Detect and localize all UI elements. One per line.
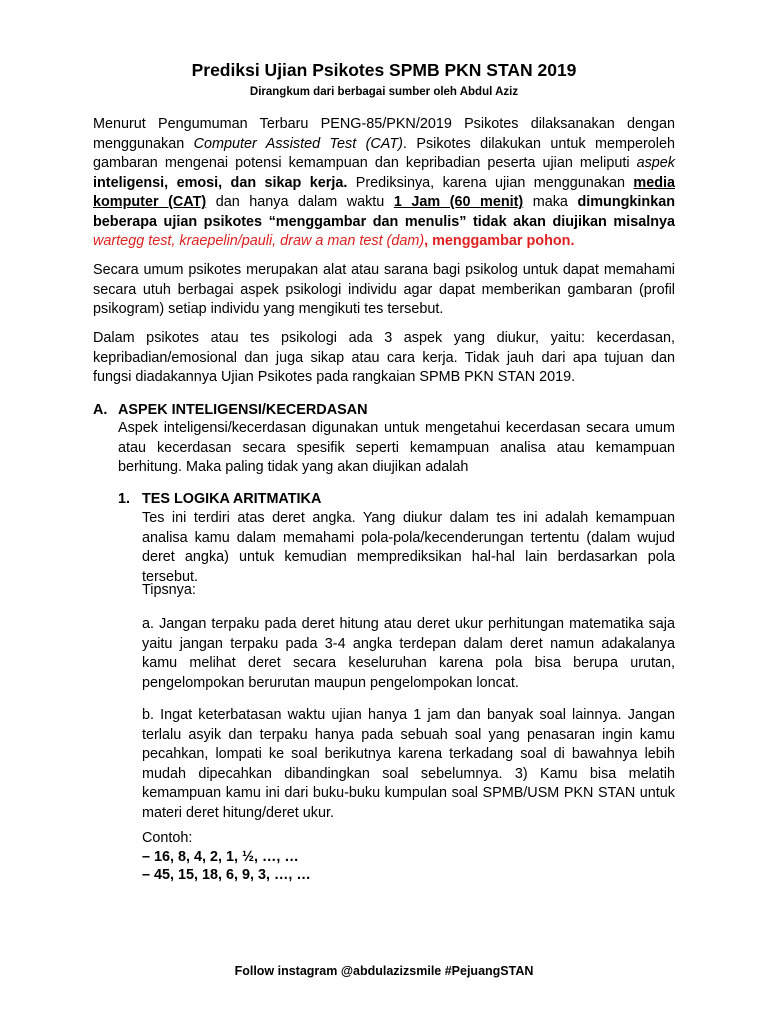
document-title: Prediksi Ujian Psikotes SPMB PKN STAN 2019 xyxy=(191,60,577,80)
p1-text-1: Menurut Pengumuman Terbaru PENG-85/PKN/2019 Psikotes dilaksanakan dengan menggunakan xyxy=(93,116,675,152)
item-1-body: Tes ini terdiri atas deret angka. Yang diukur dalam tes ini adalah kemampuan analisa kamu dalam memahami pola-pola/kecenderungan tertentu (dalam wujud deret angka) untuk kemudian memprediksikan hal-hal lain berdasarkan pola tersebut. xyxy=(142,510,675,585)
section-a-heading: ASPEK INTELIGENSI/KECERDASAN xyxy=(118,402,368,418)
p1-menggambar-pohon: , menggambar pohon. xyxy=(424,233,575,249)
p1-text-3: . Psikotes dilakukan untuk memperoleh gambaran mengenai potensi kemampuan dan kepribadian peserta ujian meliputi xyxy=(93,135,675,171)
document-subtitle: Dirangkum dari berbagai sumber oleh Abdul Aziz xyxy=(249,86,519,98)
aspects-paragraph: Dalam psikotes atau tes psikologi ada 3 aspek yang diukur, yaitu: kecerdasan, kepribadian/emosional dan juga sikap atau cara kerja. Tidak jauh dari apa tujuan dan fungsi diadakannya Ujian Psikotes pada rangkaian SPMB PKN STAN 2019. xyxy=(93,330,675,385)
tips-label: Tipsnya: xyxy=(142,582,196,598)
section-a-body: Aspek inteligensi/kecerdasan digunakan untuk mengetahui kecerdasan secara umum atau kecerdasan secara spesifik seperti kemampuan analisa atau kemampuan berhitung. Maka paling tidak yang akan diujikan adalah xyxy=(118,420,675,475)
example-sequence-2: – 45, 15, 18, 6, 9, 3, …, … xyxy=(142,867,311,883)
footer-instagram: Follow instagram @abdulazizsmile #PejuangSTAN xyxy=(234,964,534,978)
section-a-marker: A. xyxy=(93,402,108,418)
p1-media-komputer: media komputer (CAT) xyxy=(93,174,675,210)
p1-prediction: dimungkinkan beberapa ujian psikotes “menggambar dan menulis” tidak akan diujikan misalnya xyxy=(93,194,676,230)
p1-text-6: Prediksinya, karena ujian menggunakan xyxy=(347,174,634,191)
p1-cat-term: Computer Assisted Test (CAT) xyxy=(193,135,403,152)
tip-b: b. Ingat keterbatasan waktu ujian hanya 1 jam dan banyak soal lainnya. Jangan terlalu asyik dan terpaku hanya pada sebuah soal yang penasaran ingin kamu pecahkan, lompati ke soal berikutnya karena terkadang soal di bawahnya lebih mudah dipecahkan dibandingkan soal sebelumnya. 3) Kamu bisa melatih kemampuan kamu ini dari buku-buku kumpulan soal SPMB/USM PKN STAN untuk materi deret hitung/deret ukur. xyxy=(142,707,675,821)
p1-aspek: aspek xyxy=(636,155,675,171)
item-1-heading: TES LOGIKA ARITMATIKA xyxy=(142,491,322,507)
p1-test-names: wartegg test, kraepelin/pauli, draw a man test (dam) xyxy=(93,233,425,249)
intro-paragraph xyxy=(93,115,675,252)
p1-duration: 1 Jam (60 menit) xyxy=(393,194,524,210)
p1-text-8: dan hanya dalam waktu xyxy=(206,194,394,210)
item-1-marker: 1. xyxy=(118,491,131,507)
p1-text-10: maka xyxy=(523,194,578,210)
tip-a: a. Jangan terpaku pada deret hitung atau deret ukur perhitungan matematika saja yaitu jangan terpaku pada 3-4 angka terdepan dalam deret namun adakalanya kamu melihat deret secara keseluruhan karena pola bisa berupa urutan, pengelompokan berurutan maupun pengelompokan loncat. xyxy=(142,616,675,691)
general-paragraph: Secara umum psikotes merupakan alat atau sarana bagi psikolog untuk dapat memahami secara utuh berbagai aspek psikologi individu agar dapat memberikan gambaran (profil psikogram) setiap individu yang mengikuti tes tersebut. xyxy=(93,262,675,317)
example-label: Contoh: xyxy=(142,830,193,846)
p1-aspects-list: inteligensi, emosi, dan sikap kerja. xyxy=(93,174,348,191)
example-sequence-1: – 16, 8, 4, 2, 1, ½, …, … xyxy=(142,849,299,865)
